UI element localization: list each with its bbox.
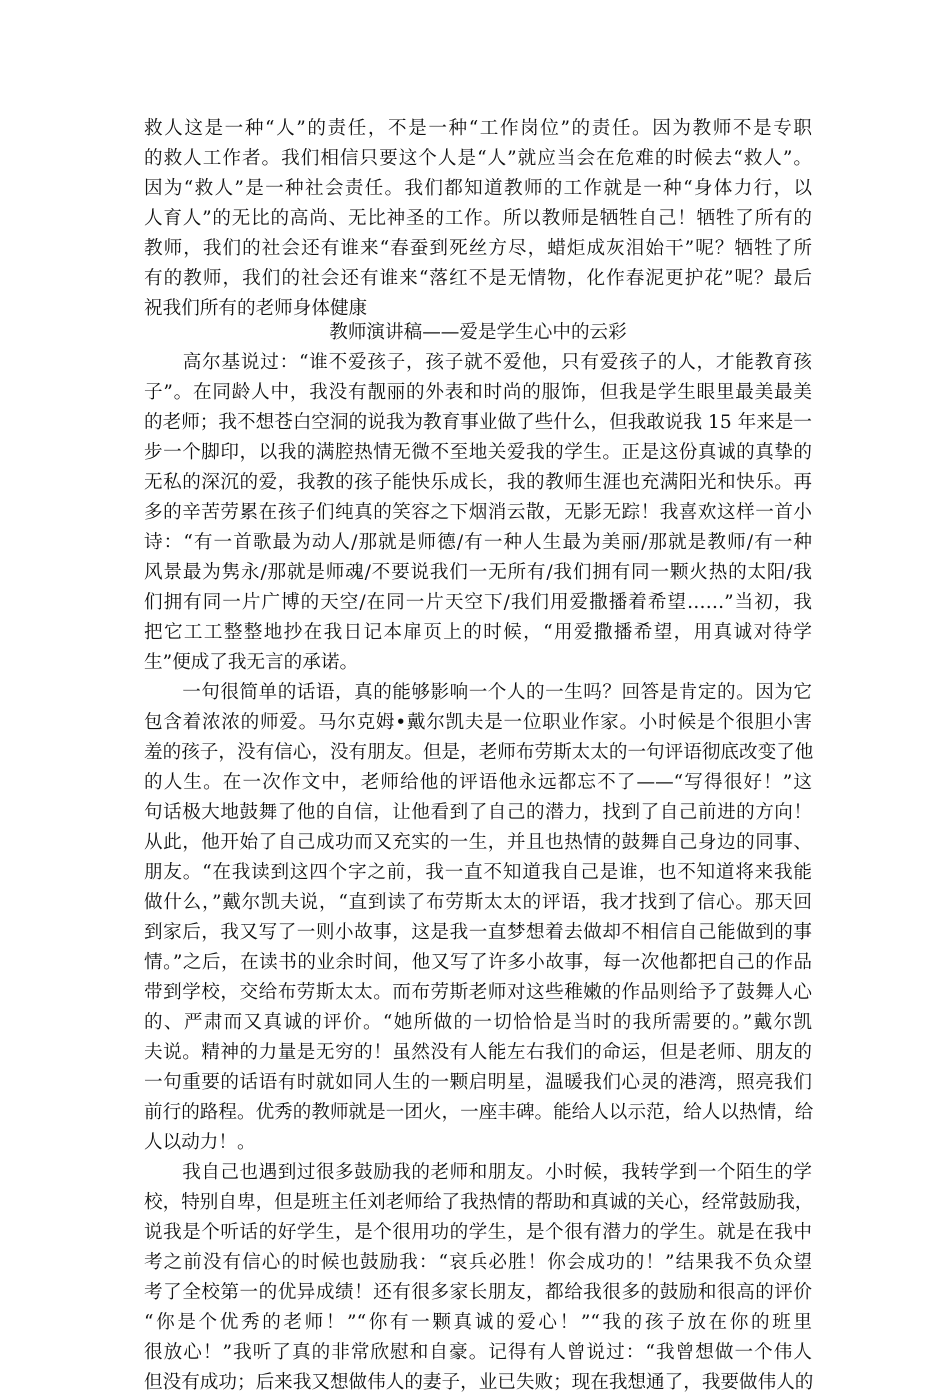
text-line: 风景最为隽永/那就是师魂/不要说我们一无所有/我们拥有同一颗火热的太阳/我 — [144, 562, 812, 583]
text-line: 但没有成功；后来我又想做伟人的妻子，业已失败；现在我想通了，我要做伟人的 — [144, 1372, 814, 1393]
text-line: 有的教师，我们的社会还有谁来“落红不是无情物，化作春泥更护花”呢？最后 — [144, 268, 812, 289]
text-line: 无私的深沉的爱，我教的孩子能快乐成长，我的教师生涯也充满阳光和快乐。再 — [144, 472, 812, 493]
text-line: 们拥有同一片广博的天空/在同一片天空下/我们用爱撒播着希望……”当初，我 — [144, 592, 812, 613]
text-line: 带到学校，交给布劳斯太太。而布劳斯老师对这些稚嫩的作品则给予了鼓舞人心 — [144, 982, 812, 1003]
text-line: 羞的孩子，没有信心，没有朋友。但是，老师布劳斯太太的一句评语彻底改变了他 — [144, 742, 814, 763]
text-line: 从此，他开始了自己成功而又充实的一生，并且也热情的鼓舞自己身边的同事、 — [144, 832, 812, 853]
text-line: 校，特别自卑，但是班主任刘老师给了我热情的帮助和真诚的关心，经常鼓励我， — [144, 1192, 814, 1213]
text-line: 的救人工作者。我们相信只要这个人是“人”就应当会在危难的时候去“救人”。 — [144, 148, 812, 169]
text-line: 生”便成了我无言的承诺。 — [144, 652, 359, 673]
text-line: 子”。在同龄人中，我没有靓丽的外表和时尚的服饰，但我是学生眼里最美最美 — [144, 382, 812, 403]
text-line: 前行的路程。优秀的教师就是一团火，一座丰碑。能给人以示范，给人以热情，给 — [144, 1102, 814, 1123]
top-paragraph — [144, 114, 812, 324]
text-line: 多的辛苦劳累在孩子们纯真的笑容之下烟消云散，无影无踪！我喜欢这样一首小 — [144, 502, 812, 523]
text-line: 我自己也遇到过很多鼓励我的老师和朋友。小时候，我转学到一个陌生的学 — [144, 1162, 812, 1183]
text-line: 步一个脚印，以我的满腔热情无微不至地关爱我的学生。正是这份真诚的真挚的 — [144, 442, 812, 463]
text-line: 包含着浓浓的师爱。马尔克姆•戴尔凯夫是一位职业作家。小时候是个很胆小害 — [144, 712, 812, 733]
text-line: 因为“救人”是一种社会责任。我们都知道教师的工作就是一种“身体力行，以 — [144, 178, 812, 199]
text-line: 到家后，我又写了一则小故事，这是我一直梦想着去做却不相信自己能做到的事 — [144, 922, 812, 943]
text-line: 教师，我们的社会还有谁来“春蚕到死丝方尽，蜡炬成灰泪始干”呢？牺牲了所 — [144, 238, 812, 259]
section-title: 教师演讲稿——爱是学生心中的云彩 — [329, 322, 627, 343]
text-line: 的老师；我不想苍白空洞的说我为教育事业做了些什么，但我敢说我 15 年来是一 — [144, 412, 812, 433]
text-line: 祝我们所有的老师身体健康 — [144, 298, 368, 319]
text-line: 人育人”的无比的高尚、无比神圣的工作。所以教师是牺牲自己！牺牲了所有的 — [144, 208, 812, 229]
text-line: 高尔基说过：“谁不爱孩子，孩子就不爱他，只有爱孩子的人，才能教育孩 — [144, 352, 812, 373]
text-line: 诗：“有一首歌最为动人/那就是师德/有一种人生最为美丽/那就是教师/有一种 — [144, 532, 812, 553]
speech-section — [144, 318, 812, 1398]
text-line: 说我是个听话的好学生，是个很用功的学生，是个很有潜力的学生。就是在我中 — [144, 1222, 812, 1243]
text-line: “你是个优秀的老师！”“你有一颗真诚的爱心！”“我的孩子放在你的班里 — [144, 1312, 812, 1333]
text-line: 做什么，”戴尔凯夫说，“直到读了布劳斯太太的评语，我才找到了信心。那天回 — [144, 892, 812, 913]
text-line: 的、严肃而又真诚的评价。“她所做的一切恰恰是当时的我所需要的。”戴尔凯 — [144, 1012, 812, 1033]
text-line: 的人生。在一次作文中，老师给他的评语他永远都忘不了——“写得很好！”这 — [144, 772, 812, 793]
text-line: 一句很简单的话语，真的能够影响一个人的一生吗？回答是肯定的。因为它 — [144, 682, 812, 703]
text-line: 考之前没有信心的时候也鼓励我：“哀兵必胜！你会成功的！”结果我不负众望 — [144, 1252, 812, 1273]
text-line: 救人这是一种“人”的责任，不是一种“工作岗位”的责任。因为教师不是专职 — [144, 118, 812, 139]
text-line: 人以动力！。 — [144, 1132, 256, 1153]
text-line: 一句重要的话语有时就如同人生的一颗启明星，温暖我们心灵的港湾，照亮我们 — [144, 1072, 812, 1093]
text-line: 很放心！”我听了真的非常欣慰和自豪。记得有人曾说过：“我曾想做一个伟人 — [144, 1342, 812, 1363]
text-line: 句话极大地鼓舞了他的自信，让他看到了自己的潜力，找到了自己前进的方向！ — [144, 802, 812, 823]
text-line: 情。”之后，在读书的业余时间，他又写了许多小故事，每一次他都把自己的作品 — [144, 952, 812, 973]
text-line: 考了全校第一的优异成绩！还有很多家长朋友，都给我很多的鼓励和很高的评价 — [144, 1282, 812, 1303]
text-line: 朋友。“在我读到这四个字之前，我一直不知道我自己是谁，也不知道将来我能 — [144, 862, 812, 883]
text-line: 夫说。精神的力量是无穷的！虽然没有人能左右我们的命运，但是老师、朋友的 — [144, 1042, 812, 1063]
text-line: 把它工工整整地抄在我日记本扉页上的时候，“用爱撒播希望，用真诚对待学 — [144, 622, 812, 643]
